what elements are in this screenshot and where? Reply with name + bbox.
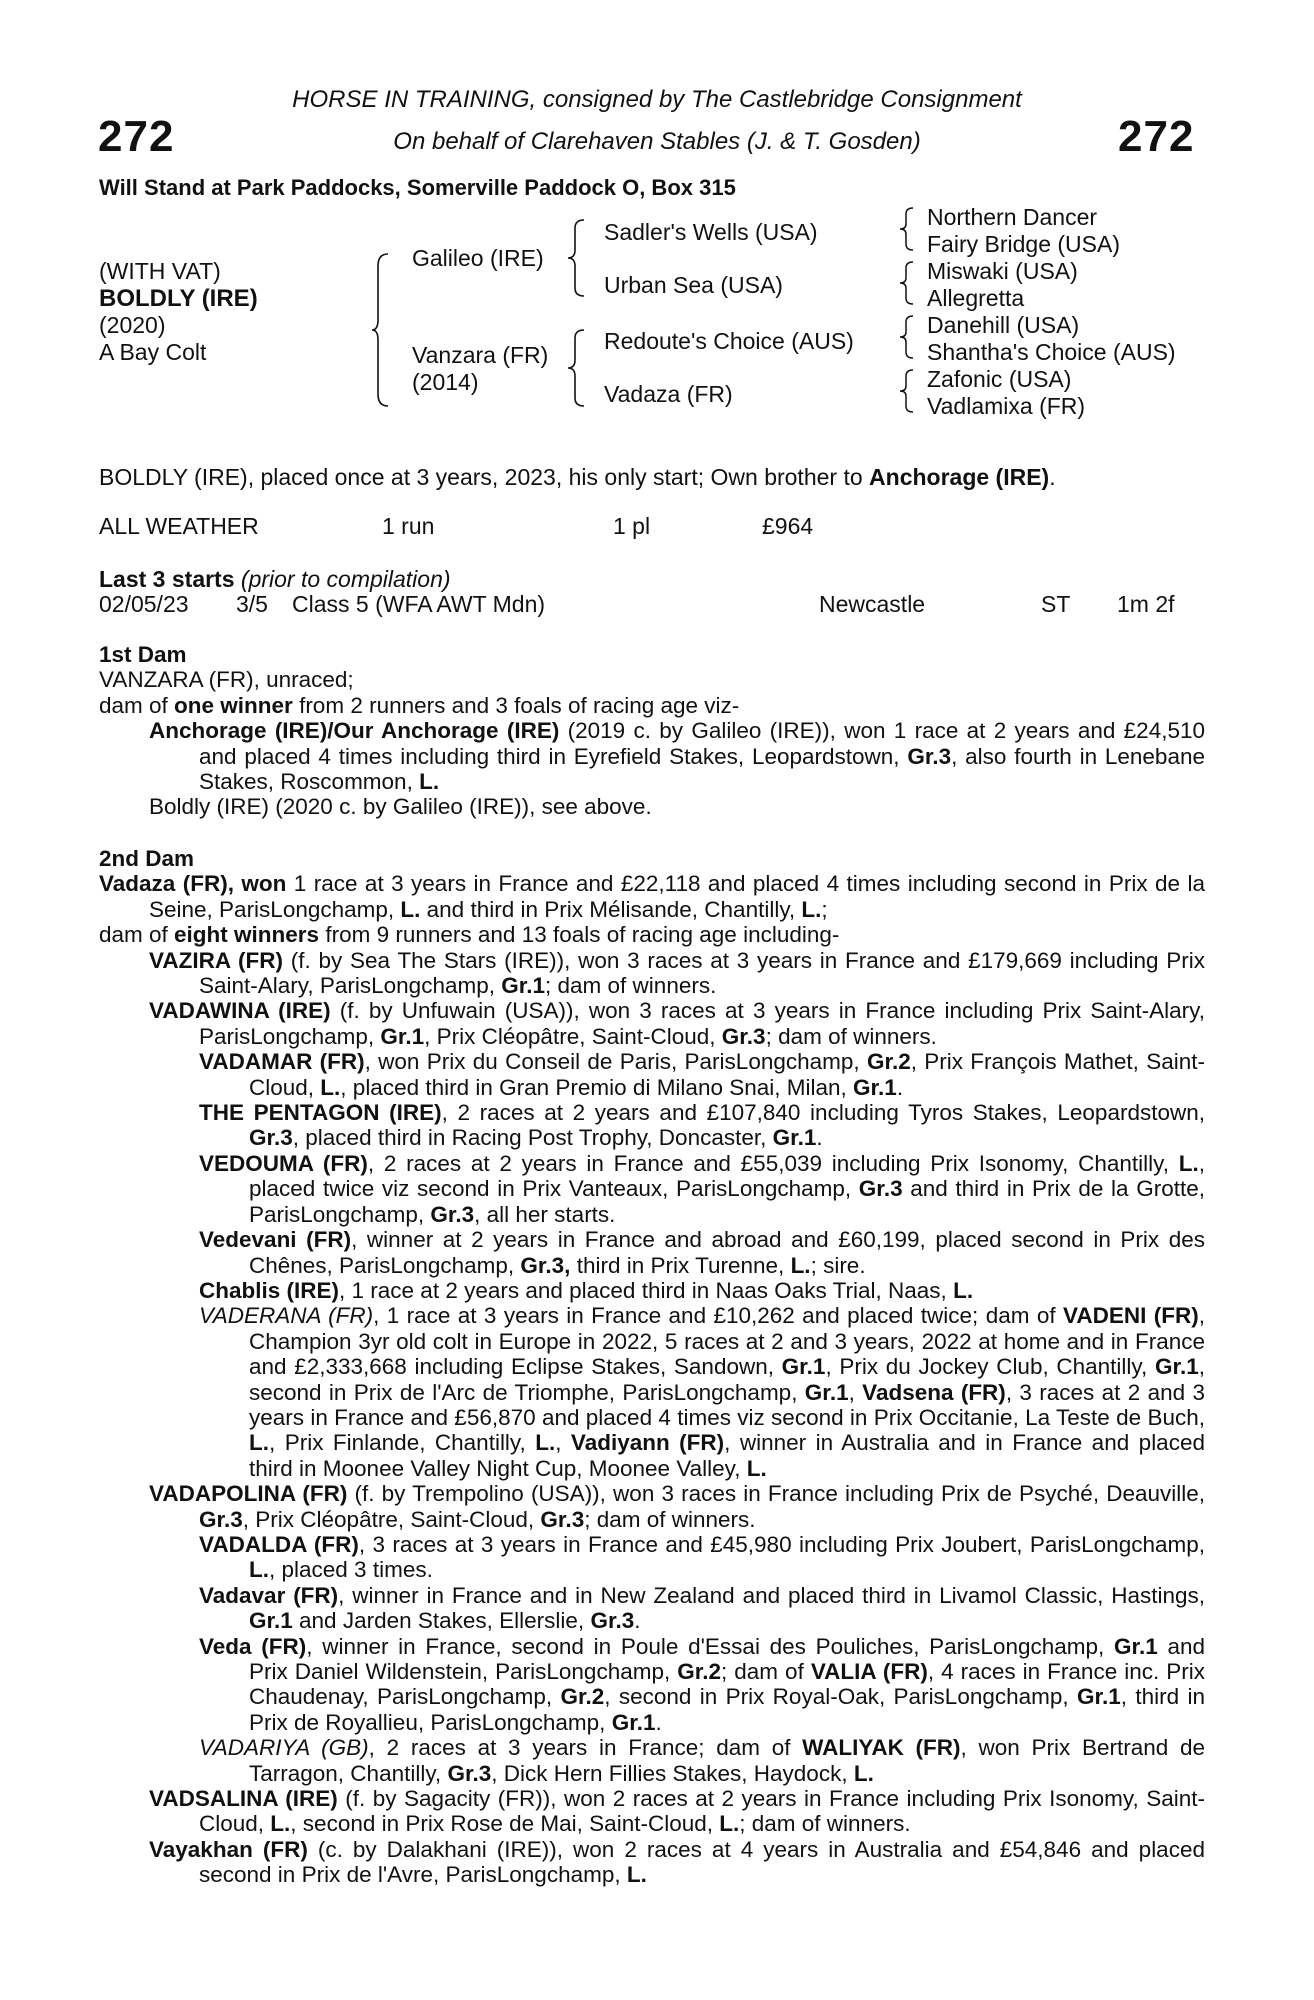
grade: Gr.1 xyxy=(853,1074,897,1100)
pedigree-g3: Miswaki (USA) xyxy=(927,258,1078,284)
entry-text: , placed third in Gran Premio di Milano Snai, Milan, xyxy=(340,1074,854,1100)
record-placed: 1 pl xyxy=(613,513,651,539)
record-earnings: £964 xyxy=(762,513,814,539)
consignment-line: HORSE IN TRAINING, consigned by The Castlebridge Consignment xyxy=(292,86,1022,113)
entry-text: , second in Prix Royal-Oak, ParisLongchamp, xyxy=(604,1684,1077,1710)
listed: L. xyxy=(953,1277,974,1303)
grade: Gr.1 xyxy=(1077,1684,1121,1710)
vadapolina-name: VADAPOLINA (FR) xyxy=(149,1481,348,1507)
punct: . xyxy=(655,1709,662,1735)
listed: L. xyxy=(719,1811,740,1837)
fd-text: dam of xyxy=(99,692,175,718)
entry-text: , Prix Finlande, Chantilly, xyxy=(269,1430,536,1456)
vadavar-name: Vadavar (FR) xyxy=(199,1582,339,1608)
entry-text: , Champion 3yr old colt in Europe in 2022, 5 races at 2 and 3 years, 2022 at home and in France and £2,333,668 including Eclipse Stakes, Sandown, xyxy=(249,1303,1205,1380)
vadariya-name: VADARIYA (GB) xyxy=(199,1735,369,1761)
first-dam-section xyxy=(99,642,1205,820)
vat-label: (WITH VAT) xyxy=(99,258,221,284)
listed: L. xyxy=(801,896,822,922)
anchorage-text: (2019 c. by Galileo (IRE)), won 1 race at 2 years and £24,510 and placed 4 times including third in Eyrefield Stakes, Leopardstown, xyxy=(199,718,1205,769)
entry-text: , winner in France and in New Zealand and placed third in Livamol Classic, Hastings, xyxy=(338,1582,1205,1608)
pentagon-entry xyxy=(99,1100,1205,1151)
entry-text: and Prix Daniel Wildenstein, ParisLongchamp, xyxy=(249,1633,1205,1684)
vadsalina-name: VADSALINA (IRE) xyxy=(149,1786,338,1812)
boldly-entry: Boldly (IRE) (2020 c. by Galileo (IRE)), see above. xyxy=(149,794,652,820)
entry-text: , Prix François Mathet, Saint-Cloud, xyxy=(249,1049,1205,1100)
listed: L. xyxy=(270,1811,291,1837)
summary-text: BOLDLY (IRE), placed once at 3 years, 2023, his only start; Own brother to xyxy=(99,464,870,490)
first-dam-line2 xyxy=(99,693,1205,718)
grade: Gr.2 xyxy=(560,1684,605,1710)
dam-of-text2: from 9 runners and 13 foals of racing age including- xyxy=(319,922,840,948)
anchorage-text2: , also fourth in Lenebane Stakes, Roscommon, xyxy=(199,743,1205,795)
veda-name: Veda (FR) xyxy=(199,1633,307,1659)
entry-text: , second in Prix de l'Arc de Triomphe, ParisLongchamp, xyxy=(249,1354,1205,1405)
start-date: 02/05/23 xyxy=(99,591,189,617)
pentagon-name: THE PENTAGON (IRE) xyxy=(199,1100,442,1126)
pedigree-sire-dam: Urban Sea (USA) xyxy=(604,272,783,298)
second-dam-title: 2nd Dam xyxy=(99,846,195,871)
entry-text: (f. by Unfuwain (USA)), won 3 races at 3 years in France including Prix Saint-Alary, ParisLongchamp, xyxy=(199,998,1205,1049)
anchorage-name: Anchorage (IRE)/Our Anchorage (IRE) xyxy=(149,718,560,744)
punct: , xyxy=(848,1379,863,1405)
entry-text: and third in Prix de la Grotte, ParisLongchamp, xyxy=(249,1176,1205,1227)
entry-text: , Prix Cléopâtre, Saint-Cloud, xyxy=(242,1506,541,1532)
vedevani-entry xyxy=(99,1227,1205,1278)
pedigree-brace-g2 xyxy=(898,260,916,306)
punct: ; xyxy=(821,896,828,922)
pedigree-sire-sire: Sadler's Wells (USA) xyxy=(604,219,818,245)
lot-number-left: 272 xyxy=(98,112,175,161)
grade: Gr.1 xyxy=(380,1023,425,1049)
pedigree-dam: Vanzara (FR) xyxy=(412,342,549,368)
vadavar-entry xyxy=(99,1583,1205,1634)
summary-end: . xyxy=(1049,464,1056,490)
vadaza-won: , won xyxy=(227,871,287,897)
listed: L. xyxy=(320,1074,341,1100)
chablis-name: Chablis (IRE) xyxy=(199,1277,340,1303)
listed: L. xyxy=(535,1430,556,1456)
horse-name: BOLDLY (IRE) xyxy=(99,285,258,312)
punct: . xyxy=(896,1074,904,1100)
grade: Gr.1 xyxy=(611,1709,656,1735)
pedigree-g5: Danehill (USA) xyxy=(927,312,1080,338)
last-starts-heading xyxy=(99,566,451,593)
fd-text2: from 2 runners and 3 foals of racing age viz- xyxy=(292,692,740,718)
entry-text: , Prix du Jockey Club, Chantilly, xyxy=(825,1354,1155,1380)
pedigree-brace-g1 xyxy=(898,206,916,252)
entry-text: , placed twice viz second in Prix Vanteaux, ParisLongchamp, xyxy=(249,1150,1205,1202)
vadariya-entry xyxy=(99,1735,1205,1786)
entry-text: , third in Prix de Royallieu, ParisLongchamp, xyxy=(249,1684,1205,1735)
entry-text: (f. by Sagacity (FR)), won 2 races at 2 years in France including Prix Isonomy, Saint-Cloud, xyxy=(199,1786,1205,1837)
vadawina-entry xyxy=(99,998,1205,1049)
grade: Gr.3 xyxy=(447,1760,492,1786)
summary-line xyxy=(99,464,1056,491)
entry-text: , 3 races at 3 years in France and £45,980 including Prix Joubert, ParisLongchamp, xyxy=(358,1531,1205,1557)
entry-text: , winner at 2 years in France and abroad and £60,199, placed second in Prix des Chênes, ParisLongchamp, xyxy=(249,1227,1205,1278)
pedigree-sire: Galileo (IRE) xyxy=(412,245,544,271)
punct: . xyxy=(816,1125,823,1151)
entry-text: , Dick Hern Fillies Stakes, Haydock, xyxy=(491,1760,854,1786)
stand-line: Will Stand at Park Paddocks, Somerville Paddock O, Box 315 xyxy=(99,175,736,200)
listed: L. xyxy=(249,1430,269,1456)
listed: L. xyxy=(400,896,421,922)
entry-text: , 1 race at 3 years in France and £10,262 and placed twice; dam of xyxy=(373,1303,1056,1329)
entry-text: third in Prix Turenne, xyxy=(570,1252,791,1278)
entry-text: ; dam of winners. xyxy=(765,1023,937,1049)
pedigree-dam-year: (2014) xyxy=(412,369,479,395)
pedigree-brace-g4 xyxy=(898,368,916,414)
entry-text: , 2 races at 2 years in France and £55,039 including Prix Isonomy, Chantilly, xyxy=(367,1150,1179,1176)
grade: Gr.1 xyxy=(1154,1354,1199,1380)
pedigree-dam-sire: Redoute's Choice (AUS) xyxy=(604,328,854,354)
record-runs: 1 run xyxy=(382,513,435,539)
punct: , xyxy=(555,1430,571,1456)
dam-of-winners: eight winners xyxy=(174,922,320,948)
vadaza-text2: and third in Prix Mélisande, Chantilly, xyxy=(420,896,802,922)
grade: Gr.3, xyxy=(520,1252,571,1278)
anchorage-entry xyxy=(99,718,1205,794)
veda-entry xyxy=(99,1634,1205,1736)
valia-name: VALIA (FR) xyxy=(810,1659,928,1684)
dam-of-text: dam of xyxy=(99,922,175,948)
entry-text: (f. by Trempolino (USA)), won 3 races in France including Prix de Psyché, Deauville, xyxy=(347,1481,1205,1507)
entry-text: , 2 races at 3 years in France; dam of xyxy=(368,1735,803,1761)
vadaza-name: Vadaza (FR) xyxy=(99,871,228,897)
pedigree-brace-sire xyxy=(566,218,588,298)
horse-year: (2020) xyxy=(99,312,166,338)
start-distance: 1m 2f xyxy=(1117,591,1175,617)
entry-text: ; dam of winners. xyxy=(545,973,717,999)
entry-text: , all her starts. xyxy=(474,1201,616,1227)
listed: L. xyxy=(626,1862,647,1888)
record-surface: ALL WEATHER xyxy=(99,513,259,539)
last-starts-title: Last 3 starts xyxy=(99,566,235,592)
grade: Gr.1 xyxy=(781,1354,826,1380)
first-dam-title: 1st Dam xyxy=(99,642,187,667)
grade: Gr.3 xyxy=(430,1201,475,1227)
grade: Gr.1 xyxy=(249,1608,293,1634)
entry-text: ; dam of winners. xyxy=(739,1811,911,1837)
start-going: ST xyxy=(1041,591,1071,617)
vadamar-entry xyxy=(99,1049,1205,1100)
pedigree-brace-g3 xyxy=(898,314,916,360)
grade: Gr.3 xyxy=(590,1608,635,1634)
vadiyann-name: Vadiyann (FR) xyxy=(570,1430,725,1456)
vaderana-entry xyxy=(99,1303,1205,1481)
vadsalina-entry xyxy=(99,1786,1205,1837)
entry-text: , second in Prix Rose de Mai, Saint-Cloud, xyxy=(290,1811,720,1837)
listed: L. xyxy=(790,1252,811,1278)
vayakhan-entry xyxy=(99,1837,1205,1888)
entry-text: , 4 races in France inc. Prix Chaudenay, ParisLongchamp, xyxy=(249,1659,1205,1710)
grade: Gr.1 xyxy=(501,973,546,999)
entry-text: , won Prix du Conseil de Paris, ParisLongchamp, xyxy=(364,1049,867,1075)
entry-text: , winner in France, second in Poule d'Essai des Pouliches, ParisLongchamp, xyxy=(306,1633,1114,1659)
entry-text: , placed 3 times. xyxy=(269,1557,433,1583)
pedigree-g4: Allegretta xyxy=(927,285,1025,311)
grade: Gr.2 xyxy=(866,1049,911,1075)
grade: Gr.1 xyxy=(804,1379,849,1405)
vadalda-entry xyxy=(99,1532,1205,1583)
waliyak-name: WALIYAK (FR) xyxy=(802,1735,961,1761)
summary-brother: Anchorage (IRE) xyxy=(869,464,1050,490)
behalf-line: On behalf of Clarehaven Stables (J. & T. Gosden) xyxy=(393,128,921,155)
horse-description: A Bay Colt xyxy=(99,339,207,365)
grade: Gr.1 xyxy=(772,1125,817,1151)
vadawina-name: VADAWINA (IRE) xyxy=(149,998,331,1024)
vadapolina-entry xyxy=(99,1481,1205,1532)
start-race: Class 5 (WFA AWT Mdn) xyxy=(292,591,546,617)
lot-number-right: 272 xyxy=(1118,112,1195,161)
vazira-name: VAZIRA (FR) xyxy=(149,947,283,973)
entry-text: ; dam of xyxy=(721,1659,811,1684)
pedigree-brace-dam xyxy=(566,328,588,408)
entry-text: , 2 races at 2 years and £107,840 including Tyros Stakes, Leopardstown, xyxy=(441,1100,1205,1126)
anchorage-listed: L. xyxy=(419,769,440,795)
pedigree-g7: Zafonic (USA) xyxy=(927,366,1072,392)
start-course: Newcastle xyxy=(819,591,926,617)
pedigree-g6: Shantha's Choice (AUS) xyxy=(927,339,1176,365)
entry-text: (f. by Sea The Stars (IRE)), won 3 races at 3 years in France and £179,669 including Prix Saint-Alary, ParisLongchamp, xyxy=(199,947,1205,999)
vedouma-entry xyxy=(99,1151,1205,1227)
last-starts-note: (prior to compilation) xyxy=(240,566,451,592)
vaderana-name: VADERANA (FR) xyxy=(199,1303,374,1329)
listed: L. xyxy=(746,1455,767,1481)
entry-text: (c. by Dalakhani (IRE)), won 2 races at 4 years in Australia and £54,846 and placed second in Prix de l'Avre, ParisLongchamp, xyxy=(199,1836,1205,1888)
pedigree-g8: Vadlamixa (FR) xyxy=(927,393,1086,419)
first-dam-line1: VANZARA (FR), unraced; xyxy=(99,667,354,693)
grade: Gr.3 xyxy=(540,1506,585,1532)
pedigree-g2: Fairy Bridge (USA) xyxy=(927,231,1120,257)
grade: Gr.3 xyxy=(858,1176,903,1202)
anchorage-grade: Gr.3 xyxy=(907,743,952,769)
entry-text: and Jarden Stakes, Ellerslie, xyxy=(292,1608,591,1634)
entry-text: , Prix Cléopâtre, Saint-Cloud, xyxy=(424,1023,722,1049)
grade: Gr.3 xyxy=(721,1023,766,1049)
punct: . xyxy=(634,1608,641,1634)
vadaza-entry xyxy=(99,871,1205,922)
pedigree-brace-main xyxy=(370,252,392,408)
entry-text: , won Prix Bertrand de Tarragon, Chantilly, xyxy=(249,1735,1205,1786)
entry-text: ; dam of winners. xyxy=(584,1506,756,1532)
vadsena-name: Vadsena (FR) xyxy=(862,1379,1006,1405)
pedigree-g1: Northern Dancer xyxy=(927,204,1098,230)
entry-text: , winner in Australia and in France and placed third in Moonee Valley Night Cup, Moonee Valley, xyxy=(249,1430,1205,1481)
grade: Gr.2 xyxy=(677,1659,722,1684)
vadaza-dam-of xyxy=(99,922,1205,947)
pedigree-dam-dam: Vadaza (FR) xyxy=(604,381,733,407)
vadamar-name: VADAMAR (FR) xyxy=(199,1049,365,1075)
listed: L. xyxy=(853,1760,874,1786)
listed: L. xyxy=(249,1557,269,1583)
vadalda-name: VADALDA (FR) xyxy=(199,1531,359,1557)
start-position: 3/5 xyxy=(236,591,268,617)
entry-text: , placed third in Racing Post Trophy, Doncaster, xyxy=(292,1125,773,1151)
vazira-entry xyxy=(99,948,1205,999)
grade: Gr.1 xyxy=(1113,1633,1158,1659)
fd-winners: one winner xyxy=(174,692,293,718)
vadeni-name: VADENI (FR) xyxy=(1063,1303,1199,1329)
entry-text: ; sire. xyxy=(810,1252,866,1278)
vedevani-name: Vedevani (FR) xyxy=(199,1227,352,1253)
chablis-entry xyxy=(99,1278,1205,1303)
entry-text: , 3 races at 2 and 3 years in France and £56,870 and placed 4 times viz second in Prix Occitanie, La Teste de Buch, xyxy=(249,1379,1205,1430)
grade: Gr.3 xyxy=(249,1125,293,1151)
second-dam-section xyxy=(99,846,1205,1888)
vayakhan-name: Vayakhan (FR) xyxy=(149,1836,308,1862)
vadaza-text: 1 race at 3 years in France and £22,118 and placed 4 times including second in Prix de la Seine, ParisLongchamp, xyxy=(149,871,1206,922)
listed: L. xyxy=(1178,1150,1199,1176)
vedouma-name: VEDOUMA (FR) xyxy=(199,1150,368,1176)
entry-text: , 1 race at 2 years and placed third in Naas Oaks Trial, Naas, xyxy=(339,1277,954,1303)
grade: Gr.3 xyxy=(199,1506,243,1532)
